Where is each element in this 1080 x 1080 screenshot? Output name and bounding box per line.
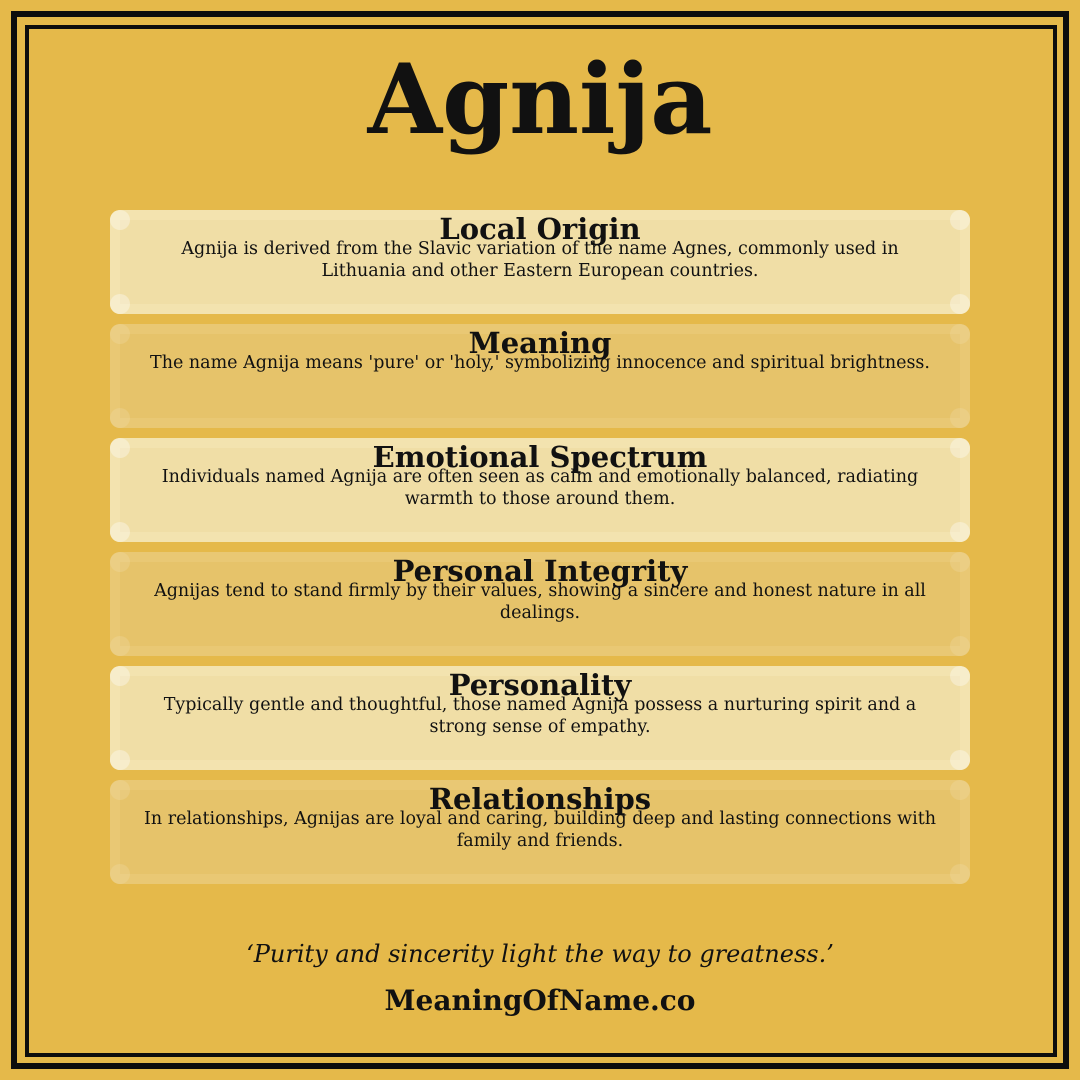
section-heading: Local Origin [439,212,641,246]
page-title: Agnija [367,43,713,156]
section-heading: Meaning [468,326,612,360]
section-text: The name Agnija means 'pure' or 'holy,' symbolizing innocence and spiritual brightness. [150,353,930,373]
brand-footer: MeaningOfName.co [384,984,696,1017]
section-card-personality [110,666,970,770]
section-card-relationships [110,780,970,884]
section-text: Individuals named Agnija are often seen as calm and emotionally balanced, radiating warmth to those around them. [161,467,919,509]
section-text: In relationships, Agnijas are loyal and caring, building deep and lasting connections with family and friends. [143,809,937,851]
section-heading: Emotional Spectrum [372,440,708,474]
section-card-emotional-spectrum [110,438,970,542]
section-heading: Relationships [428,782,652,816]
quote: ‘Purity and sincerity light the way to greatness.’ [246,940,834,968]
section-heading: Personal Integrity [392,554,688,588]
section-text: Agnija is derived from the Slavic variation of the name Agnes, commonly used in Lithuania and other Eastern European countries. [181,239,899,281]
section-heading: Personality [448,668,632,702]
section-text: Agnijas tend to stand firmly by their values, showing a sincere and honest nature in all dealings. [154,581,926,623]
section-text: Typically gentle and thoughtful, those named Agnija possess a nurturing spirit and a strong sense of empathy. [163,695,917,737]
section-card-meaning [110,324,970,428]
section-card-personal-integrity [110,552,970,656]
section-card-local-origin [110,210,970,314]
